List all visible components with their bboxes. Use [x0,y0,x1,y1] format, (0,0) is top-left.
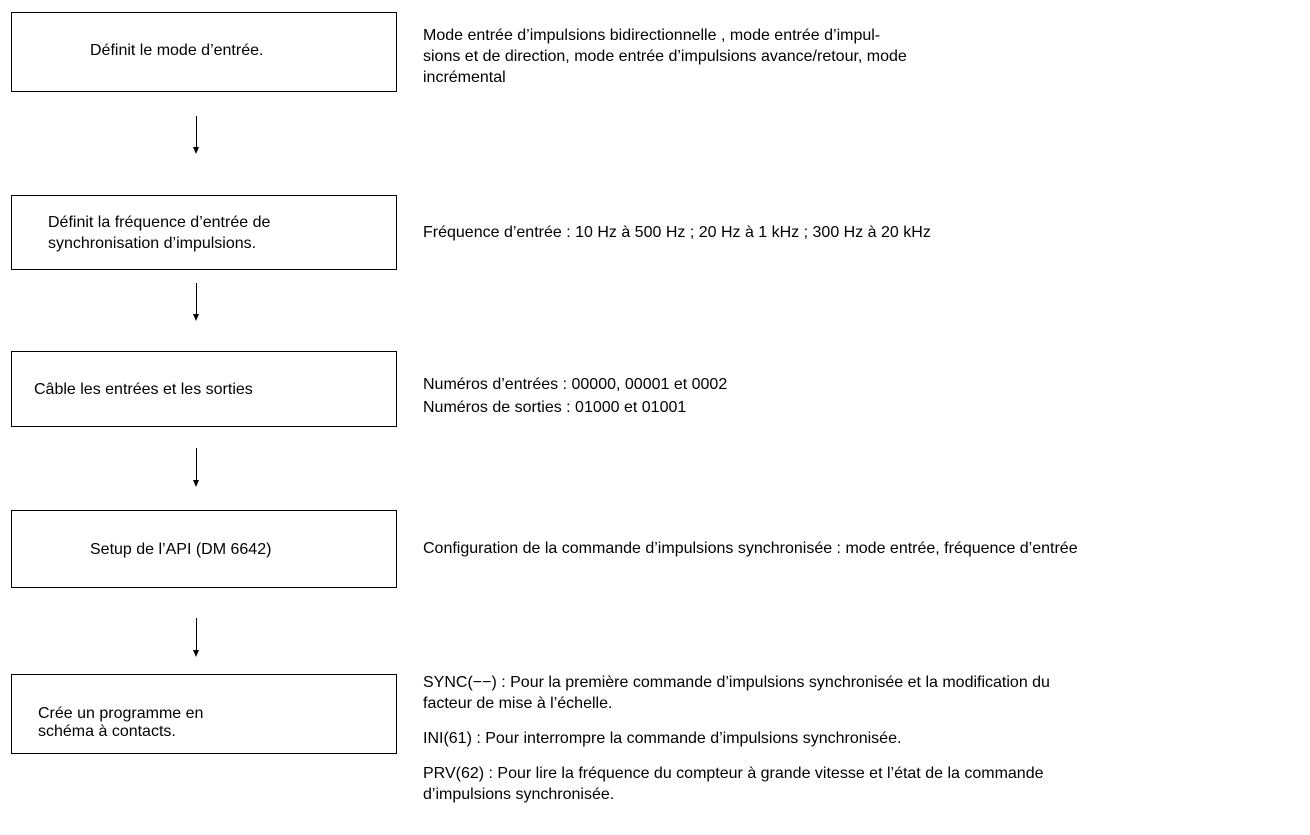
step-4-label: Setup de l’API (DM 6642) [90,541,272,558]
flow-arrow-2 [192,283,202,321]
step-3-box [11,351,397,427]
step-3-description [423,373,727,419]
step-4-box [11,510,397,588]
step-4-description [423,538,1078,559]
step-5-label-line-2: schéma à contacts. [38,723,176,740]
step-2-label-line-1: Définit la fréquence d’entrée de [48,214,271,231]
flow-arrow-1 [192,116,202,154]
step-5-label-line-1: Crée un programme en [38,705,204,722]
step-1-box [11,12,397,92]
step-3-desc-line-1: Numéros d’entrées : 00000, 00001 et 0002 [423,376,728,393]
step-1-desc-line-2: sions et de direction, mode entrée d’impulsions avance/retour, mode [423,48,907,65]
step-1-desc-line-1: Mode entrée d’impulsions bidirectionnelle , mode entrée d’impul- [423,27,881,44]
step-5-desc-line-2: facteur de mise à l’échelle. [423,695,613,712]
step-4-desc-line-1: Configuration de la commande d’impulsions synchronisée : mode entrée, fréquence d’entrée [423,540,1078,557]
step-1-label: Définit le mode d’entrée. [90,42,264,59]
step-2-label-line-2: synchronisation d’impulsions. [48,235,257,252]
step-5-box [11,674,397,754]
step-2-description [423,222,931,243]
flow-arrow-4 [192,618,202,657]
step-3-label: Câble les entrées et les sorties [34,381,253,398]
flow-arrow-3 [192,448,202,487]
step-1-description [423,25,907,88]
step-2-box [11,195,397,270]
step-1-desc-line-3: incrémental [423,69,506,86]
step-2-desc-line-1: Fréquence d’entrée : 10 Hz à 500 Hz ; 20 Hz à 1 kHz ; 300 Hz à 20 kHz [423,224,931,241]
step-3-desc-line-2: Numéros de sorties : 01000 et 01001 [423,399,687,416]
step-5-desc-line-4: PRV(62) : Pour lire la fréquence du compteur à grande vitesse et l’état de la commande [423,765,1044,782]
step-5-desc-line-5: d’impulsions synchronisée. [423,786,615,803]
step-5-desc-line-3: INI(61) : Pour interrompre la commande d’impulsions synchronisée. [423,730,902,747]
step-5-desc-line-1: SYNC(−−) : Pour la première commande d’impulsions synchronisée et la modification du [423,674,1050,691]
